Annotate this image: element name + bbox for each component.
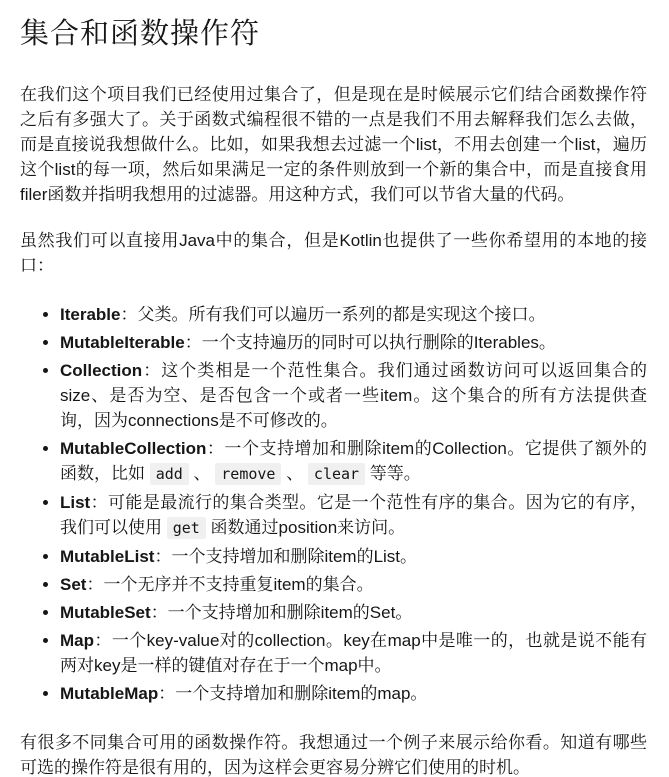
interface-term: MutableList: [60, 547, 155, 567]
interface-list-item: [60, 572, 647, 597]
list-item-text: ：一个支持增加和删除item的Set。: [150, 603, 413, 623]
list-item-text: 等等。: [365, 464, 421, 484]
interface-term: Set: [60, 575, 87, 595]
list-item-text: ：一个支持增加和删除item的Collection。它提供了额外的函数，比如: [60, 439, 647, 484]
list-item-text: ：一个支持增加和删除item的map。: [158, 684, 428, 704]
interface-list-item: [60, 302, 647, 327]
list-item-text: ：可能是最流行的集合类型。它是一个范性有序的集合。因为它的有序，我们可以使用: [60, 493, 647, 538]
interface-list-item: [60, 490, 647, 541]
interface-list-item: [60, 358, 647, 433]
interface-term: MutableSet: [60, 603, 151, 623]
list-item-text: ：父类。所有我们可以遍历一系列的都是实现这个接口。: [120, 305, 546, 325]
inline-code: get: [167, 517, 206, 539]
list-item-text: ：这个类相是一个范性集合。我们通过函数访问可以返回集合的size、是否为空、是否包含一个或者一些item。这个集合的所有方法提供查询，因为connections是不可修改的。: [60, 361, 647, 431]
interface-term: Iterable: [60, 305, 121, 325]
page-title: 集合和函数操作符: [20, 18, 261, 50]
closing-paragraph: 有很多不同集合可用的函数操作符。我想通过一个例子来展示给你看。知道有哪些可选的操作符是很有用的，因为这样会更容易分辨它们使用的时机。: [20, 733, 647, 777]
interface-list: [20, 302, 647, 706]
interface-term: MutableMap: [60, 684, 159, 704]
interface-list-item: [60, 600, 647, 625]
intro-paragraph: 在我们这个项目我们已经使用过集合了，但是现在是时候展示它们结合函数操作符之后有多强大了。关于函数式编程很不错的一点是我们不用去解释我们怎么去做，而是直接说我想做什么。比如，如果我想去过滤一个list，不用去创建一个list，遍历这个list的每一项，然后如果满足一定的条件则放到一个新的集合中，而是直接食用filer函数并指明我想用的过滤器。用这种方式，我们可以节省大量的代码。: [20, 85, 647, 205]
list-item-text: 、: [188, 464, 216, 484]
interface-term: Map: [60, 631, 94, 651]
interface-term: List: [60, 493, 91, 513]
list-item-text: ：一个支持遍历的同时可以执行删除的Iterables。: [184, 333, 556, 353]
interface-list-item: [60, 436, 647, 487]
interface-list-item: [60, 628, 647, 678]
list-item-text: ：一个key-value对的collection。key在map中是唯一的，也就是说不能有两对key是一样的键值对存在于一个map中。: [60, 631, 647, 676]
interface-list-item: [60, 544, 647, 569]
interface-list-item: [60, 330, 647, 355]
list-item-text: 函数通过position来访问。: [205, 518, 406, 538]
inline-code: clear: [308, 463, 365, 485]
list-item-text: ：一个支持增加和删除item的List。: [154, 547, 418, 567]
interface-list-item: [60, 681, 647, 706]
inline-code: remove: [215, 463, 281, 485]
list-item-text: 、: [281, 464, 308, 484]
interfaces-lead-paragraph: 虽然我们可以直接用Java中的集合，但是Kotlin也提供了一些你希望用的本地的接口：: [20, 231, 647, 276]
interface-term: Collection: [60, 361, 143, 381]
list-item-text: ：一个无序并不支持重复item的集合。: [86, 575, 374, 595]
interface-term: MutableCollection: [60, 439, 207, 459]
inline-code: add: [150, 463, 189, 485]
interface-term: MutableIterable: [60, 333, 185, 353]
